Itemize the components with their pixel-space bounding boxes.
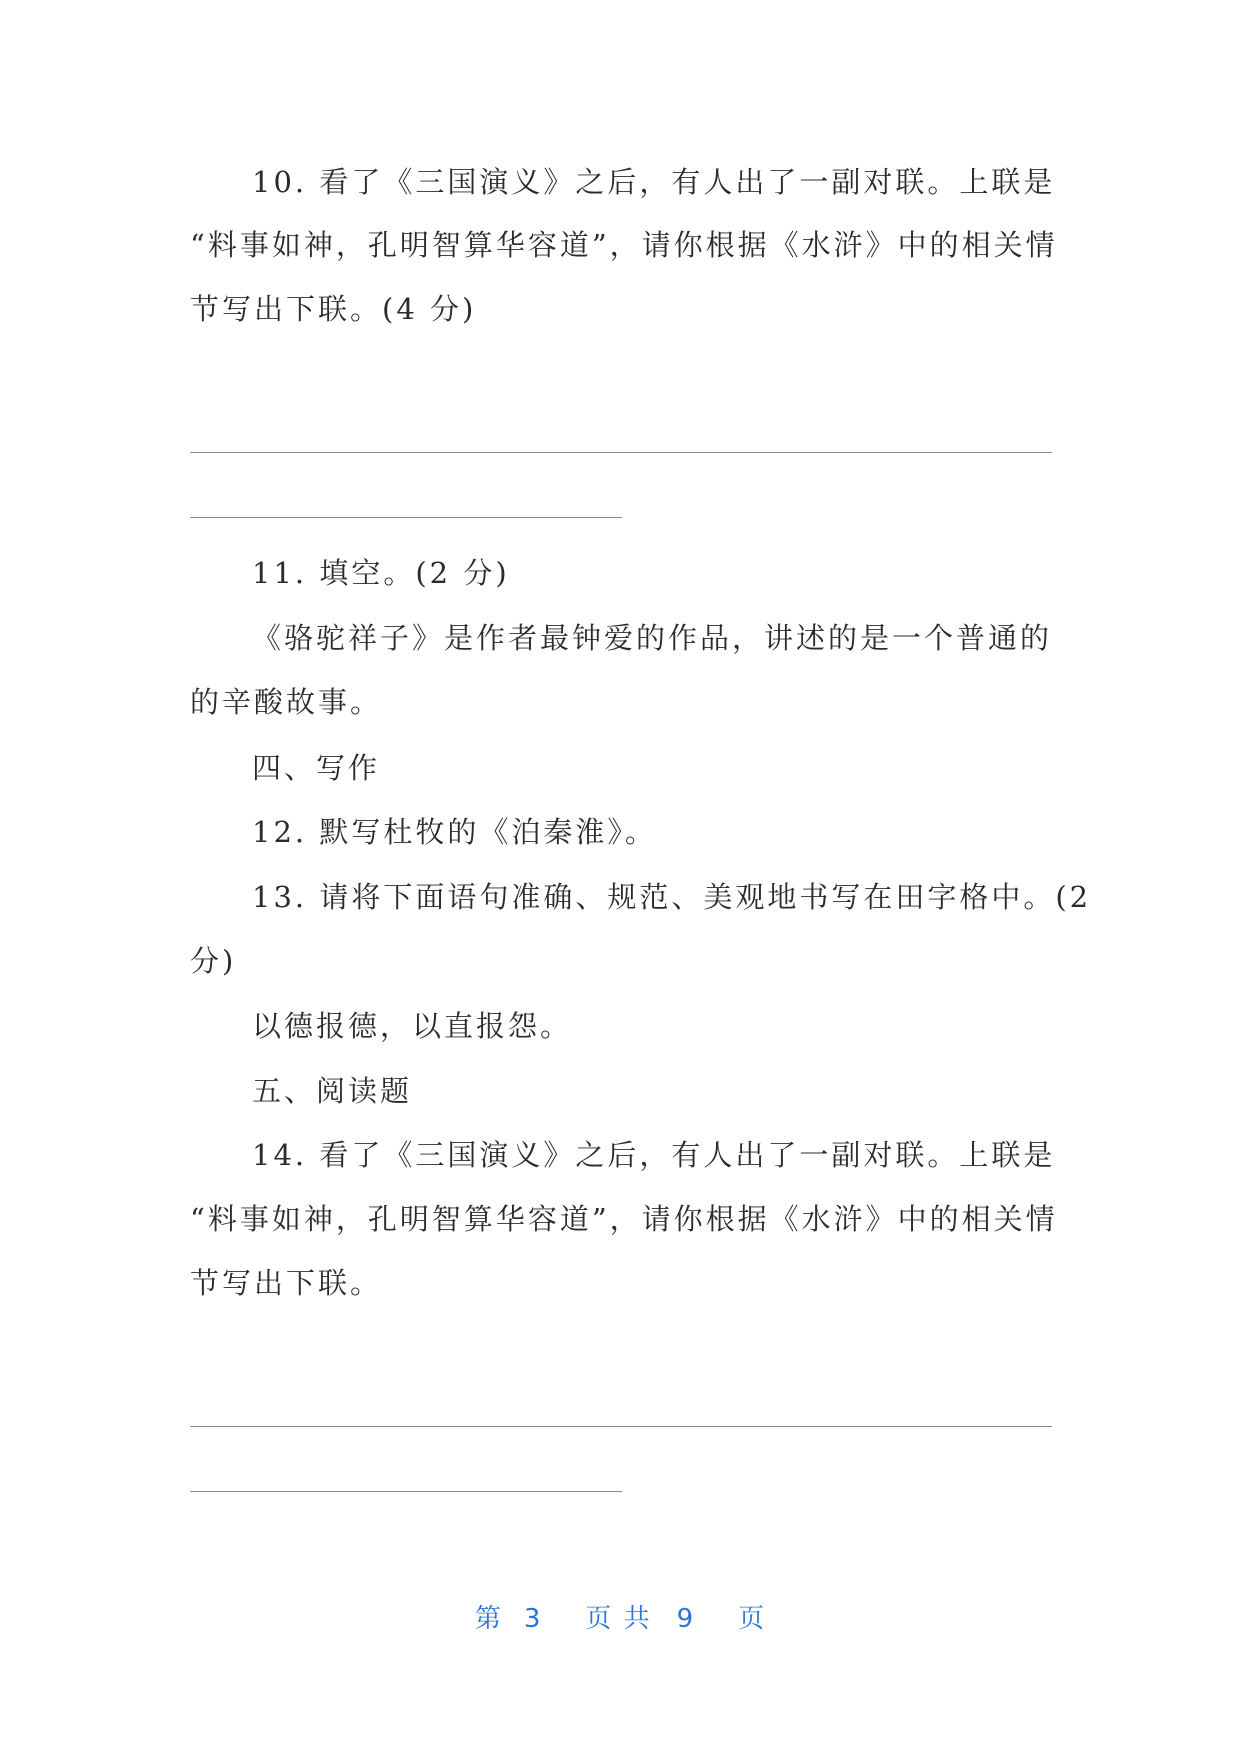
q11-line-2: 的辛酸故事。: [190, 685, 383, 719]
total-pages-number: 9: [676, 1604, 696, 1634]
q10-line-1: 10. 看了《三国演义》之后，有人出了一副对联。上联是: [252, 165, 1056, 199]
q11-title: 11. 填空。(2 分): [252, 556, 510, 590]
q14-line-3: 节写出下联。: [190, 1266, 383, 1300]
page-end-label: 页: [738, 1604, 767, 1634]
q10-line-3: 节写出下联。(4 分): [190, 292, 477, 326]
answer-line-short: [190, 517, 622, 518]
section-heading-writing: 四、写作: [252, 751, 381, 785]
q11-line-1: 《骆驼祥子》是作者最钟爱的作品，讲述的是一个普通的: [252, 621, 1053, 655]
answer-line: [190, 1426, 1052, 1427]
q14-line-2: “料事如神，孔明智算华容道”，请你根据《水浒》中的相关情: [190, 1202, 1058, 1236]
q12-text: 12. 默写杜牧的《泊秦淮》。: [252, 815, 657, 849]
q13-line-2: 分): [190, 944, 237, 978]
q14-line-1: 14. 看了《三国演义》之后，有人出了一副对联。上联是: [252, 1138, 1056, 1172]
q13-line-1: 13. 请将下面语句准确、规范、美观地书写在田字格中。(2: [252, 880, 1092, 914]
q10-line-2: “料事如神，孔明智算华容道”，请你根据《水浒》中的相关情: [190, 228, 1058, 262]
answer-line-short: [190, 1491, 622, 1492]
q13-sentence: 以德报德，以直报怨。: [252, 1009, 573, 1043]
page-mid-label: 页 共: [585, 1604, 652, 1634]
page-label: 第: [474, 1604, 503, 1634]
section-heading-reading: 五、阅读题: [252, 1074, 413, 1108]
answer-line: [190, 452, 1052, 453]
current-page-number: 3: [523, 1604, 543, 1634]
page-footer: [0, 1598, 1241, 1635]
